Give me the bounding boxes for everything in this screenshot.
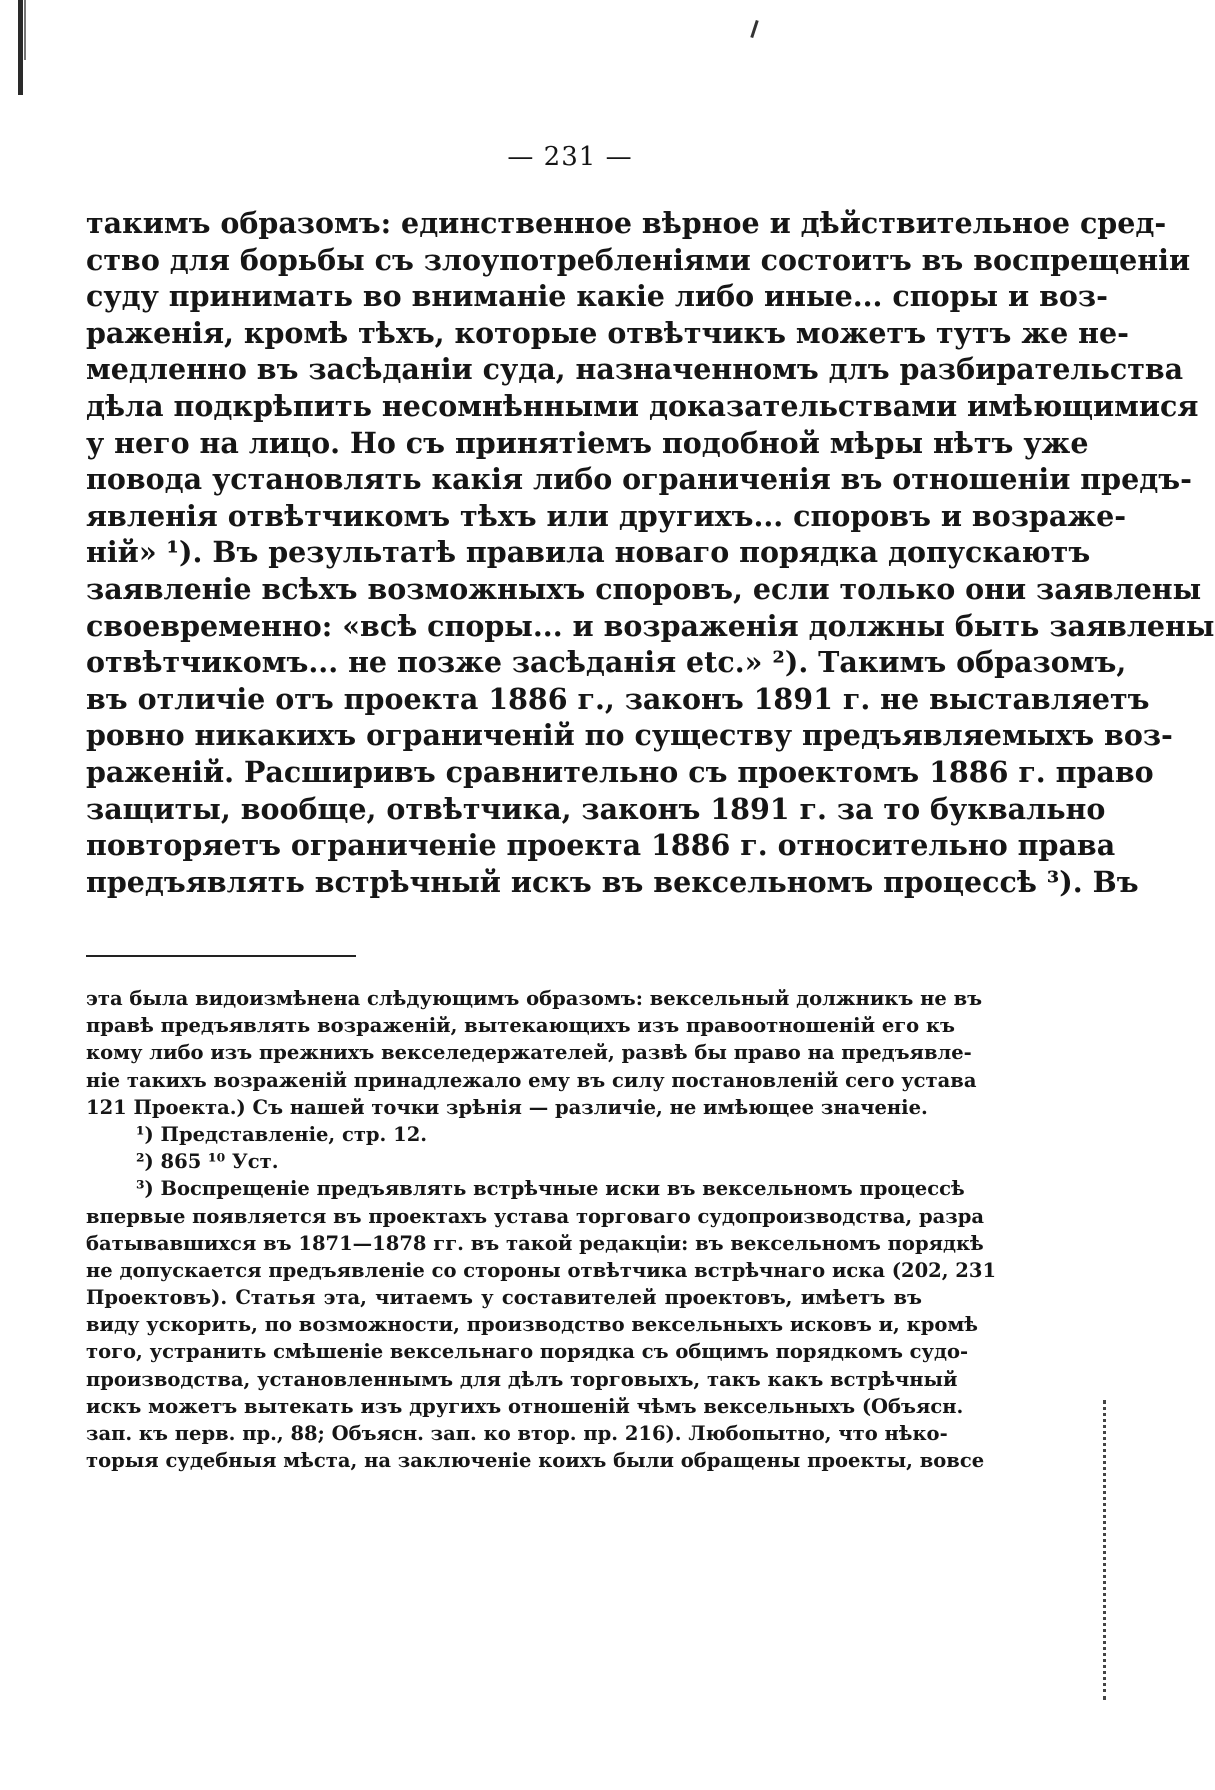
- body-line: суду принимать во вниманiе какiе либо иные... споры и воз-: [86, 279, 1108, 314]
- main-body-text: [86, 205, 1215, 900]
- body-line: у него на лицо. Но съ принятiемъ подобной мѣры нѣтъ уже: [86, 425, 1089, 460]
- body-line: явленiя отвѣтчикомъ тѣхъ или другихъ... споровъ и возраже-: [86, 498, 1127, 533]
- scan-edge-mark: [18, 0, 23, 95]
- scan-dotted-margin-mark: [1103, 1400, 1109, 1700]
- footnote-line: того, устранить смѣшенiе вексельнаго порядка съ общимъ порядкомъ судо-: [86, 1340, 969, 1364]
- footnote-line: правѣ предъявлять возраженiй, вытекающихъ изъ правоотношенiй его къ: [86, 1014, 956, 1038]
- footnote-line: эта была видоизмѣнена слѣдующимъ образомъ: вексельный должникъ не въ: [86, 987, 983, 1010]
- footnote-2: ²) 865 ¹⁰ Уст.: [136, 1150, 279, 1174]
- footnotes-block: [86, 985, 997, 1474]
- footnote-line: не допускается предъявленiе со стороны отвѣтчика встрѣчнаго иска (202, 231: [86, 1258, 997, 1282]
- stray-pen-mark: [750, 20, 758, 38]
- footnote-line: торыя судебныя мѣста, на заключенiе коихъ были обращены проекты, вовсе: [86, 1449, 985, 1473]
- body-line: въ отличiе отъ проекта 1886 г., законъ 1891 г. не выставляетъ: [86, 681, 1150, 716]
- scan-edge-mark-thin: [24, 0, 26, 60]
- body-line: раженiя, кромѣ тѣхъ, которые отвѣтчикъ можетъ тутъ же не-: [86, 315, 1129, 350]
- body-line: предъявлять встрѣчный искъ въ вексельномъ процессѣ ³). Въ: [86, 864, 1139, 899]
- body-line: ство для борьбы съ злоупотребленiями состоитъ въ воспрещенiи: [86, 242, 1191, 277]
- footnote-line: впервые появляется въ проектахъ устава торговаго судопроизводства, разра: [86, 1204, 984, 1228]
- body-line: отвѣтчикомъ... не позже засѣданiя etc.» ²). Такимъ образомъ,: [86, 645, 1127, 680]
- footnote-separator-rule: [86, 955, 356, 957]
- page-number: — 231 —: [507, 142, 633, 172]
- body-line: защиты, вообще, отвѣтчика, законъ 1891 г. за то буквально: [86, 791, 1106, 826]
- footnote-line: Проектовъ). Статья эта, читаемъ у составителей проектовъ, имѣетъ въ: [86, 1286, 922, 1310]
- footnote-line: кому либо изъ прежнихъ векселедержателей, развѣ бы право на предъявле-: [86, 1041, 972, 1065]
- footnote-line: батывавшихся въ 1871—1878 гг. въ такой редакцiи: въ вексельномъ порядкѣ: [86, 1231, 984, 1255]
- footnote-line: 121 Проекта.) Съ нашей точки зрѣнiя — различiе, не имѣющее значенiе.: [86, 1095, 928, 1119]
- body-line: нiй» ¹). Въ результатѣ правила новаго порядка допускаютъ: [86, 535, 1091, 570]
- body-line: повторяетъ ограниченiе проекта 1886 г. относительно права: [86, 828, 1116, 863]
- body-line: раженiй. Расширивъ сравнительно съ проектомъ 1886 г. право: [86, 754, 1154, 789]
- footnote-line: производства, установленнымъ для дѣлъ торговыхъ, такъ какъ встрѣчный: [86, 1367, 958, 1391]
- footnote-line: виду ускорить, по возможности, производство вексельныхъ исковъ и, кромѣ: [86, 1313, 979, 1337]
- body-line: такимъ образомъ: единственное вѣрное и дѣйствительное сред-: [86, 206, 1167, 240]
- footnote-3: ³) Воспрещенiе предъявлять встрѣчные иски въ вексельномъ процессѣ: [136, 1177, 965, 1201]
- body-line: ровно никакихъ ограниченiй по существу предъявляемыхъ воз-: [86, 718, 1173, 753]
- footnote-1: ¹) Представленiе, стр. 12.: [136, 1122, 428, 1146]
- body-line: заявленiе всѣхъ возможныхъ споровъ, если только они заявлены: [86, 571, 1202, 606]
- body-line: дѣла подкрѣпить несомнѣнными доказательствами имѣющимися: [86, 388, 1199, 423]
- body-line: медленно въ засѣданiи суда, назначенномъ длъ разбирательства: [86, 352, 1184, 387]
- footnote-line: искъ можетъ вытекать изъ другихъ отношенiй чѣмъ вексельныхъ (Объясн.: [86, 1394, 964, 1418]
- footnote-line: зап. къ перв. пр., 88; Объясн. зап. ко втор. пр. 216). Любопытно, что нѣко-: [86, 1422, 948, 1445]
- footnote-line: нiе такихъ возраженiй принадлежало ему въ силу постановленiй сего устава: [86, 1068, 977, 1092]
- body-line: своевременно: «всѣ споры... и возраженiя должны быть заявлены: [86, 608, 1215, 643]
- body-line: повода установлять какiя либо ограниченiя въ отношенiи предъ-: [86, 462, 1192, 497]
